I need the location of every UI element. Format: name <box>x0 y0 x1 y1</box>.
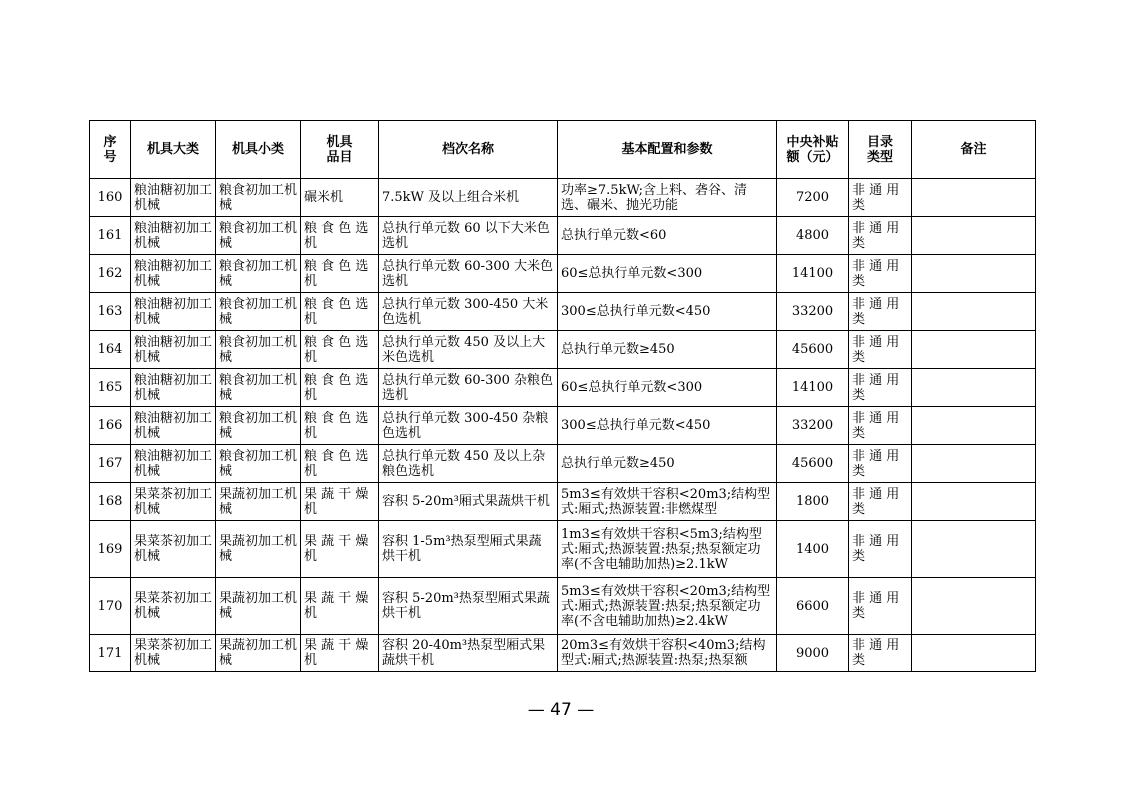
major-category-cell-text: 果菜茶初加工机械 <box>134 638 212 668</box>
grade-name-cell <box>379 483 558 521</box>
serial-cell-text: 166 <box>97 418 123 433</box>
header-row <box>90 121 1036 179</box>
config-cell <box>558 217 777 255</box>
subsidy-cell-text: 9000 <box>795 645 830 661</box>
major-category-cell-text: 粮油糖初加工机械 <box>134 182 212 213</box>
subsidy-cell <box>777 331 849 369</box>
catalog-type-cell-text: 非 通 用类 <box>852 334 900 365</box>
item-cell-text: 粮 食 色 选机 <box>304 258 369 289</box>
config-cell-text: 5m3≤有效烘干容积<20m3;结构型式:厢式;热源装置:热泵;热泵额定功率(不含电辅助加热)≥2.4kW <box>561 583 771 629</box>
note-cell <box>912 369 1036 407</box>
config-cell <box>558 369 777 407</box>
subsidy-cell <box>777 217 849 255</box>
grade-name-cell <box>379 179 558 217</box>
config-cell-text: 60≤总执行单元数<300 <box>561 380 703 395</box>
header-subsidy: 中央补贴额（元） <box>777 121 849 179</box>
grade-name-cell <box>379 331 558 369</box>
major-category-cell <box>131 578 216 635</box>
config-cell <box>558 445 777 483</box>
subsidy-cell <box>777 407 849 445</box>
major-category-cell-text: 粮油糖初加工机械 <box>134 258 212 289</box>
item-cell <box>301 179 379 217</box>
page-number: — 47 — <box>527 700 595 720</box>
catalog-type-cell <box>849 217 912 255</box>
header-item: 机具品目 <box>301 121 379 179</box>
subsidy-cell <box>777 179 849 217</box>
catalog-type-cell-text: 非 通 用类 <box>852 486 900 517</box>
subsidy-cell-text: 7200 <box>795 190 830 205</box>
catalog-type-cell <box>849 407 912 445</box>
minor-category-cell-text: 果蔬初加工机械 <box>219 486 297 517</box>
catalog-type-cell <box>849 331 912 369</box>
grade-name-cell-text: 总执行单元数 450 及以上杂粮色选机 <box>382 448 546 479</box>
subsidy-cell-text: 14100 <box>791 380 834 395</box>
catalog-type-cell <box>849 445 912 483</box>
minor-category-cell <box>216 483 301 521</box>
config-cell <box>558 331 777 369</box>
serial-cell <box>90 407 131 445</box>
table-row <box>90 483 1036 521</box>
serial-cell-text: 171 <box>97 645 123 661</box>
config-cell <box>558 521 777 578</box>
subsidy-cell-text: 1800 <box>795 494 830 509</box>
minor-category-cell-text: 果蔬初加工机械 <box>219 534 297 564</box>
minor-category-cell-text: 果蔬初加工机械 <box>219 591 297 621</box>
major-category-cell <box>131 179 216 217</box>
subsidy-cell <box>777 445 849 483</box>
catalog-type-cell <box>849 179 912 217</box>
item-cell-text: 粮 食 色 选机 <box>304 220 369 251</box>
major-category-cell <box>131 635 216 672</box>
item-cell-text: 果 蔬 干 燥机 <box>304 534 369 564</box>
config-cell <box>558 179 777 217</box>
minor-category-cell-text: 粮食初加工机械 <box>219 448 297 479</box>
subsidy-cell <box>777 293 849 331</box>
config-cell-text: 300≤总执行单元数<450 <box>561 418 711 433</box>
grade-name-cell-text: 总执行单元数 300-450 大米色选机 <box>382 296 549 327</box>
config-cell <box>558 483 777 521</box>
item-cell <box>301 369 379 407</box>
serial-cell <box>90 635 131 672</box>
serial-cell-text: 163 <box>97 304 123 319</box>
serial-cell-text: 164 <box>97 342 123 357</box>
config-cell <box>558 255 777 293</box>
item-cell-text: 粮 食 色 选机 <box>304 448 369 479</box>
note-cell <box>912 445 1036 483</box>
catalog-type-cell-text: 非 通 用类 <box>852 448 900 479</box>
config-cell-text: 1m3≤有效烘干容积<5m3;结构型式:厢式;热源装置:热泵;热泵额定功率(不含电辅助加热)≥2.1kW <box>561 526 762 572</box>
grade-name-cell <box>379 407 558 445</box>
major-category-cell-text: 果菜茶初加工机械 <box>134 534 212 564</box>
minor-category-cell-text: 粮食初加工机械 <box>219 182 297 213</box>
item-cell-text: 碾米机 <box>304 190 344 205</box>
grade-name-cell <box>379 369 558 407</box>
grade-name-cell-text: 容积 1-5m³热泵型厢式果蔬烘干机 <box>382 534 542 564</box>
serial-cell <box>90 578 131 635</box>
grade-name-cell <box>379 255 558 293</box>
serial-cell <box>90 293 131 331</box>
grade-name-cell-text: 总执行单元数 60-300 大米色选机 <box>382 258 554 289</box>
serial-cell-text: 160 <box>97 190 123 205</box>
catalog-type-cell <box>849 483 912 521</box>
grade-name-cell-text: 容积 20-40m³热泵型厢式果蔬烘干机 <box>382 638 546 668</box>
minor-category-cell-text: 粮食初加工机械 <box>219 258 297 289</box>
subsidy-cell-text: 6600 <box>795 598 830 614</box>
major-category-cell <box>131 483 216 521</box>
config-cell <box>558 407 777 445</box>
major-category-cell-text: 果菜茶初加工机械 <box>134 591 212 621</box>
major-category-cell-text: 粮油糖初加工机械 <box>134 334 212 365</box>
serial-cell <box>90 217 131 255</box>
header-minor-category: 机具小类 <box>216 121 301 179</box>
item-cell-text: 果 蔬 干 燥机 <box>304 591 369 621</box>
config-cell <box>558 293 777 331</box>
minor-category-cell <box>216 331 301 369</box>
major-category-cell-text: 粮油糖初加工机械 <box>134 448 212 479</box>
catalog-type-cell-text: 非 通 用类 <box>852 638 900 668</box>
grade-name-cell-text: 总执行单元数 450 及以上大米色选机 <box>382 334 546 365</box>
config-cell-text: 5m3≤有效烘干容积<20m3;结构型式:厢式;热源装置:非燃煤型 <box>561 486 771 517</box>
major-category-cell <box>131 407 216 445</box>
table-row <box>90 445 1036 483</box>
major-category-cell-text: 果菜茶初加工机械 <box>134 486 212 517</box>
subsidy-cell <box>777 369 849 407</box>
note-cell <box>912 635 1036 672</box>
config-cell-text: 功率≥7.5kW;含上料、砻谷、清选、碾米、抛光功能 <box>561 182 748 213</box>
catalog-type-cell <box>849 521 912 578</box>
table-body <box>90 179 1036 672</box>
item-cell <box>301 255 379 293</box>
major-category-cell <box>131 445 216 483</box>
major-category-cell <box>131 217 216 255</box>
major-category-cell <box>131 521 216 578</box>
minor-category-cell <box>216 521 301 578</box>
subsidy-cell-text: 1400 <box>795 541 830 557</box>
catalog-type-cell <box>849 369 912 407</box>
serial-cell <box>90 521 131 578</box>
table-row <box>90 407 1036 445</box>
config-cell <box>558 578 777 635</box>
serial-cell <box>90 369 131 407</box>
grade-name-cell <box>379 217 558 255</box>
config-cell-text: 20m3≤有效烘干容积<40m3;结构型式:厢式;热源装置:热泵;热泵额 <box>561 638 766 668</box>
subsidy-cell <box>777 578 849 635</box>
subsidy-cell-text: 33200 <box>791 418 834 433</box>
subsidy-cell-text: 14100 <box>791 266 834 281</box>
grade-name-cell <box>379 293 558 331</box>
note-cell <box>912 578 1036 635</box>
config-cell-text: 60≤总执行单元数<300 <box>561 266 703 281</box>
table-row <box>90 521 1036 578</box>
item-cell <box>301 578 379 635</box>
table-row <box>90 578 1036 635</box>
catalog-type-cell-text: 非 通 用类 <box>852 182 900 213</box>
subsidy-cell-text: 45600 <box>791 342 834 357</box>
item-cell <box>301 445 379 483</box>
grade-name-cell-text: 容积 5-20m³厢式果蔬烘干机 <box>382 494 550 509</box>
config-cell-text: 总执行单元数<60 <box>561 228 667 243</box>
note-cell <box>912 331 1036 369</box>
catalog-type-cell <box>849 578 912 635</box>
item-cell-text: 果 蔬 干 燥机 <box>304 638 369 668</box>
serial-cell-text: 161 <box>97 228 123 243</box>
serial-cell-text: 168 <box>97 494 123 509</box>
header-note: 备注 <box>912 121 1036 179</box>
grade-name-cell <box>379 635 558 672</box>
serial-cell <box>90 331 131 369</box>
header-config: 基本配置和参数 <box>558 121 777 179</box>
item-cell-text: 粮 食 色 选机 <box>304 334 369 365</box>
item-cell <box>301 483 379 521</box>
note-cell <box>912 293 1036 331</box>
grade-name-cell <box>379 521 558 578</box>
catalog-type-cell-text: 非 通 用类 <box>852 410 900 441</box>
catalog-type-cell <box>849 293 912 331</box>
table-row <box>90 293 1036 331</box>
item-cell-text: 粮 食 色 选机 <box>304 296 369 327</box>
catalog-type-cell-text: 非 通 用类 <box>852 372 900 403</box>
grade-name-cell-text: 总执行单元数 300-450 杂粮色选机 <box>382 410 549 441</box>
serial-cell <box>90 179 131 217</box>
subsidy-cell <box>777 635 849 672</box>
subsidy-cell-text: 4800 <box>795 228 830 243</box>
grade-name-cell-text: 总执行单元数 60-300 杂粮色选机 <box>382 372 554 403</box>
serial-cell <box>90 445 131 483</box>
major-category-cell <box>131 255 216 293</box>
grade-name-cell-text: 总执行单元数 60 以下大米色选机 <box>382 220 550 251</box>
table-row <box>90 635 1036 672</box>
item-cell <box>301 293 379 331</box>
config-cell-text: 300≤总执行单元数<450 <box>561 304 711 319</box>
item-cell <box>301 331 379 369</box>
subsidy-cell <box>777 521 849 578</box>
subsidy-cell <box>777 483 849 521</box>
serial-cell <box>90 255 131 293</box>
minor-category-cell <box>216 255 301 293</box>
table-row <box>90 369 1036 407</box>
note-cell <box>912 407 1036 445</box>
serial-cell-text: 169 <box>97 541 123 557</box>
serial-cell-text: 162 <box>97 266 123 281</box>
config-cell-text: 总执行单元数≥450 <box>561 456 675 471</box>
table-row <box>90 255 1036 293</box>
subsidy-cell <box>777 255 849 293</box>
major-category-cell-text: 粮油糖初加工机械 <box>134 220 212 251</box>
catalog-type-cell-text: 非 通 用类 <box>852 220 900 251</box>
major-category-cell <box>131 331 216 369</box>
grade-name-cell-text: 容积 5-20m³热泵型厢式果蔬烘干机 <box>382 591 550 621</box>
config-cell <box>558 635 777 672</box>
catalog-type-cell <box>849 255 912 293</box>
note-cell <box>912 179 1036 217</box>
note-cell <box>912 483 1036 521</box>
subsidy-cell-text: 45600 <box>791 456 834 471</box>
catalog-type-cell-text: 非 通 用类 <box>852 258 900 289</box>
serial-cell <box>90 483 131 521</box>
table-row <box>90 331 1036 369</box>
minor-category-cell <box>216 293 301 331</box>
subsidy-table <box>89 120 1036 672</box>
catalog-type-cell-text: 非 通 用类 <box>852 296 900 327</box>
subsidy-cell-text: 33200 <box>791 304 834 319</box>
minor-category-cell <box>216 635 301 672</box>
grade-name-cell <box>379 445 558 483</box>
note-cell <box>912 255 1036 293</box>
minor-category-cell-text: 粮食初加工机械 <box>219 334 297 365</box>
minor-category-cell <box>216 217 301 255</box>
catalog-type-cell <box>849 635 912 672</box>
note-cell <box>912 217 1036 255</box>
minor-category-cell-text: 粮食初加工机械 <box>219 296 297 327</box>
catalog-type-cell-text: 非 通 用类 <box>852 591 900 621</box>
table-row <box>90 217 1036 255</box>
major-category-cell <box>131 293 216 331</box>
minor-category-cell <box>216 407 301 445</box>
item-cell-text: 粮 食 色 选机 <box>304 372 369 403</box>
header-major-category: 机具大类 <box>131 121 216 179</box>
item-cell <box>301 217 379 255</box>
major-category-cell-text: 粮油糖初加工机械 <box>134 372 212 403</box>
item-cell <box>301 635 379 672</box>
minor-category-cell <box>216 179 301 217</box>
minor-category-cell <box>216 369 301 407</box>
major-category-cell-text: 粮油糖初加工机械 <box>134 410 212 441</box>
serial-cell-text: 170 <box>97 598 123 614</box>
item-cell <box>301 407 379 445</box>
minor-category-cell-text: 粮食初加工机械 <box>219 410 297 441</box>
minor-category-cell-text: 粮食初加工机械 <box>219 220 297 251</box>
major-category-cell-text: 粮油糖初加工机械 <box>134 296 212 327</box>
catalog-type-cell-text: 非 通 用类 <box>852 534 900 564</box>
minor-category-cell <box>216 445 301 483</box>
minor-category-cell-text: 果蔬初加工机械 <box>219 638 297 668</box>
table-row <box>90 179 1036 217</box>
serial-cell-text: 167 <box>97 456 123 471</box>
item-cell-text: 果 蔬 干 燥机 <box>304 486 369 517</box>
minor-category-cell-text: 粮食初加工机械 <box>219 372 297 403</box>
serial-cell-text: 165 <box>97 380 123 395</box>
grade-name-cell <box>379 578 558 635</box>
minor-category-cell <box>216 578 301 635</box>
note-cell <box>912 521 1036 578</box>
config-cell-text: 总执行单元数≥450 <box>561 342 675 357</box>
header-grade-name: 档次名称 <box>379 121 558 179</box>
major-category-cell <box>131 369 216 407</box>
item-cell <box>301 521 379 578</box>
header-serial: 序号 <box>90 121 131 179</box>
grade-name-cell-text: 7.5kW 及以上组合米机 <box>382 190 520 205</box>
header-catalog-type: 目录类型 <box>849 121 912 179</box>
item-cell-text: 粮 食 色 选机 <box>304 410 369 441</box>
